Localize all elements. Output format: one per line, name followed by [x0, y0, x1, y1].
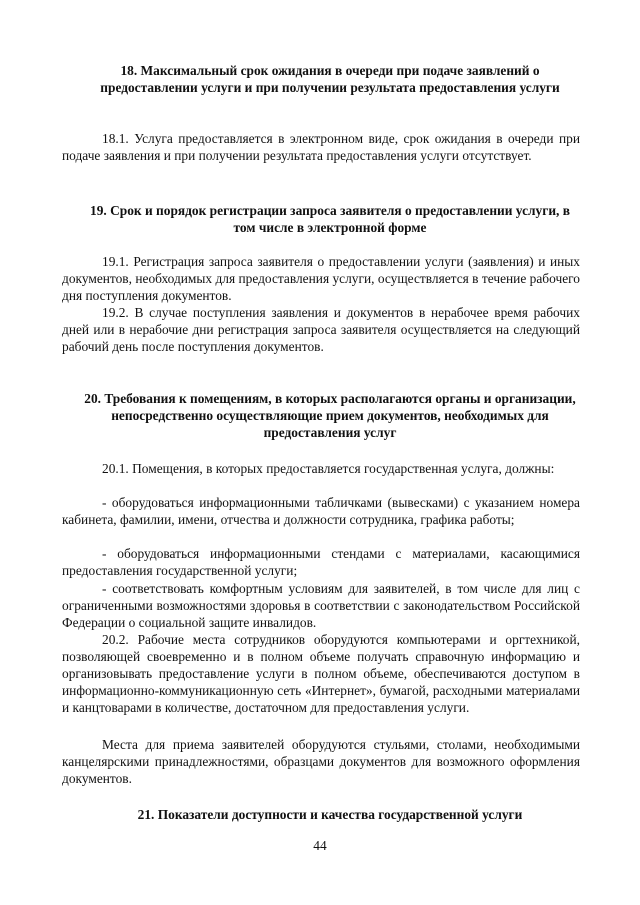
paragraph-20-1: 20.1. Помещения, в которых предоставляется государственная услуга, должны:: [102, 461, 555, 476]
bullet-20-1: - оборудоваться информационными табличками (вывесками) с указанием номера кабинета, фамилии, имени, отчества и должности сотрудника, графика работы;: [62, 495, 580, 527]
section-18-heading: 18. Максимальный срок ожидания в очереди при подаче заявлений о предоставлении услуги и при получении результата предоставления услуги: [100, 63, 560, 95]
section-21-heading: 21. Показатели доступности и качества государственной услуги: [137, 807, 523, 822]
page-number: 44: [313, 838, 327, 853]
paragraph-18-1: 18.1. Услуга предоставляется в электронном виде, срок ожидания в очереди при подаче заявления и при получении результата предоставления услуги отсутствует.: [62, 131, 580, 163]
section-20-heading: 20. Требования к помещениям, в которых располагаются органы и организации, непосредственно осуществляющие прием документов, необходимых для предоставления услуг: [84, 391, 576, 440]
paragraph-19-2: 19.2. В случае поступления заявления и документов в нерабочее время рабочих дней или в нерабочие дни регистрация запроса заявителя осуществляется на следующий рабочий день после поступления документов.: [62, 305, 580, 354]
paragraph-19-1: 19.1. Регистрация запроса заявителя о предоставлении услуги (заявления) и иных документов, необходимых для предоставления услуги, осуществляется в течение рабочего дня поступления документов.: [62, 254, 580, 303]
paragraph-20-3: Места для приема заявителей оборудуются стульями, столами, необходимыми канцелярскими принадлежностями, образцами документов для возможного оформления документов.: [62, 737, 580, 786]
section-19-heading: 19. Срок и порядок регистрации запроса заявителя о предоставлении услуги, в том числе в электронной форме: [90, 203, 570, 235]
bullet-20-3: - соответствовать комфортным условиям для заявителей, в том числе для лиц с ограниченными возможностями здоровья в соответствии с законодательством Российской Федерации о социальной защите инвалидов.: [62, 581, 580, 630]
paragraph-20-2: 20.2. Рабочие места сотрудников оборудуются компьютерами и оргтехникой, позволяющей своевременно и в полном объеме получать справочную информацию и организовывать предоставление услуги в полном объеме, обеспечиваются доступом в информационно-коммуникационную сеть «Интернет», бумагой, расходными материалами и канцтоварами в количестве, достаточном для предоставления услуги.: [62, 632, 580, 715]
bullet-20-2: - оборудоваться информационными стендами с материалами, касающимися предоставления государственной услуги;: [62, 546, 580, 578]
